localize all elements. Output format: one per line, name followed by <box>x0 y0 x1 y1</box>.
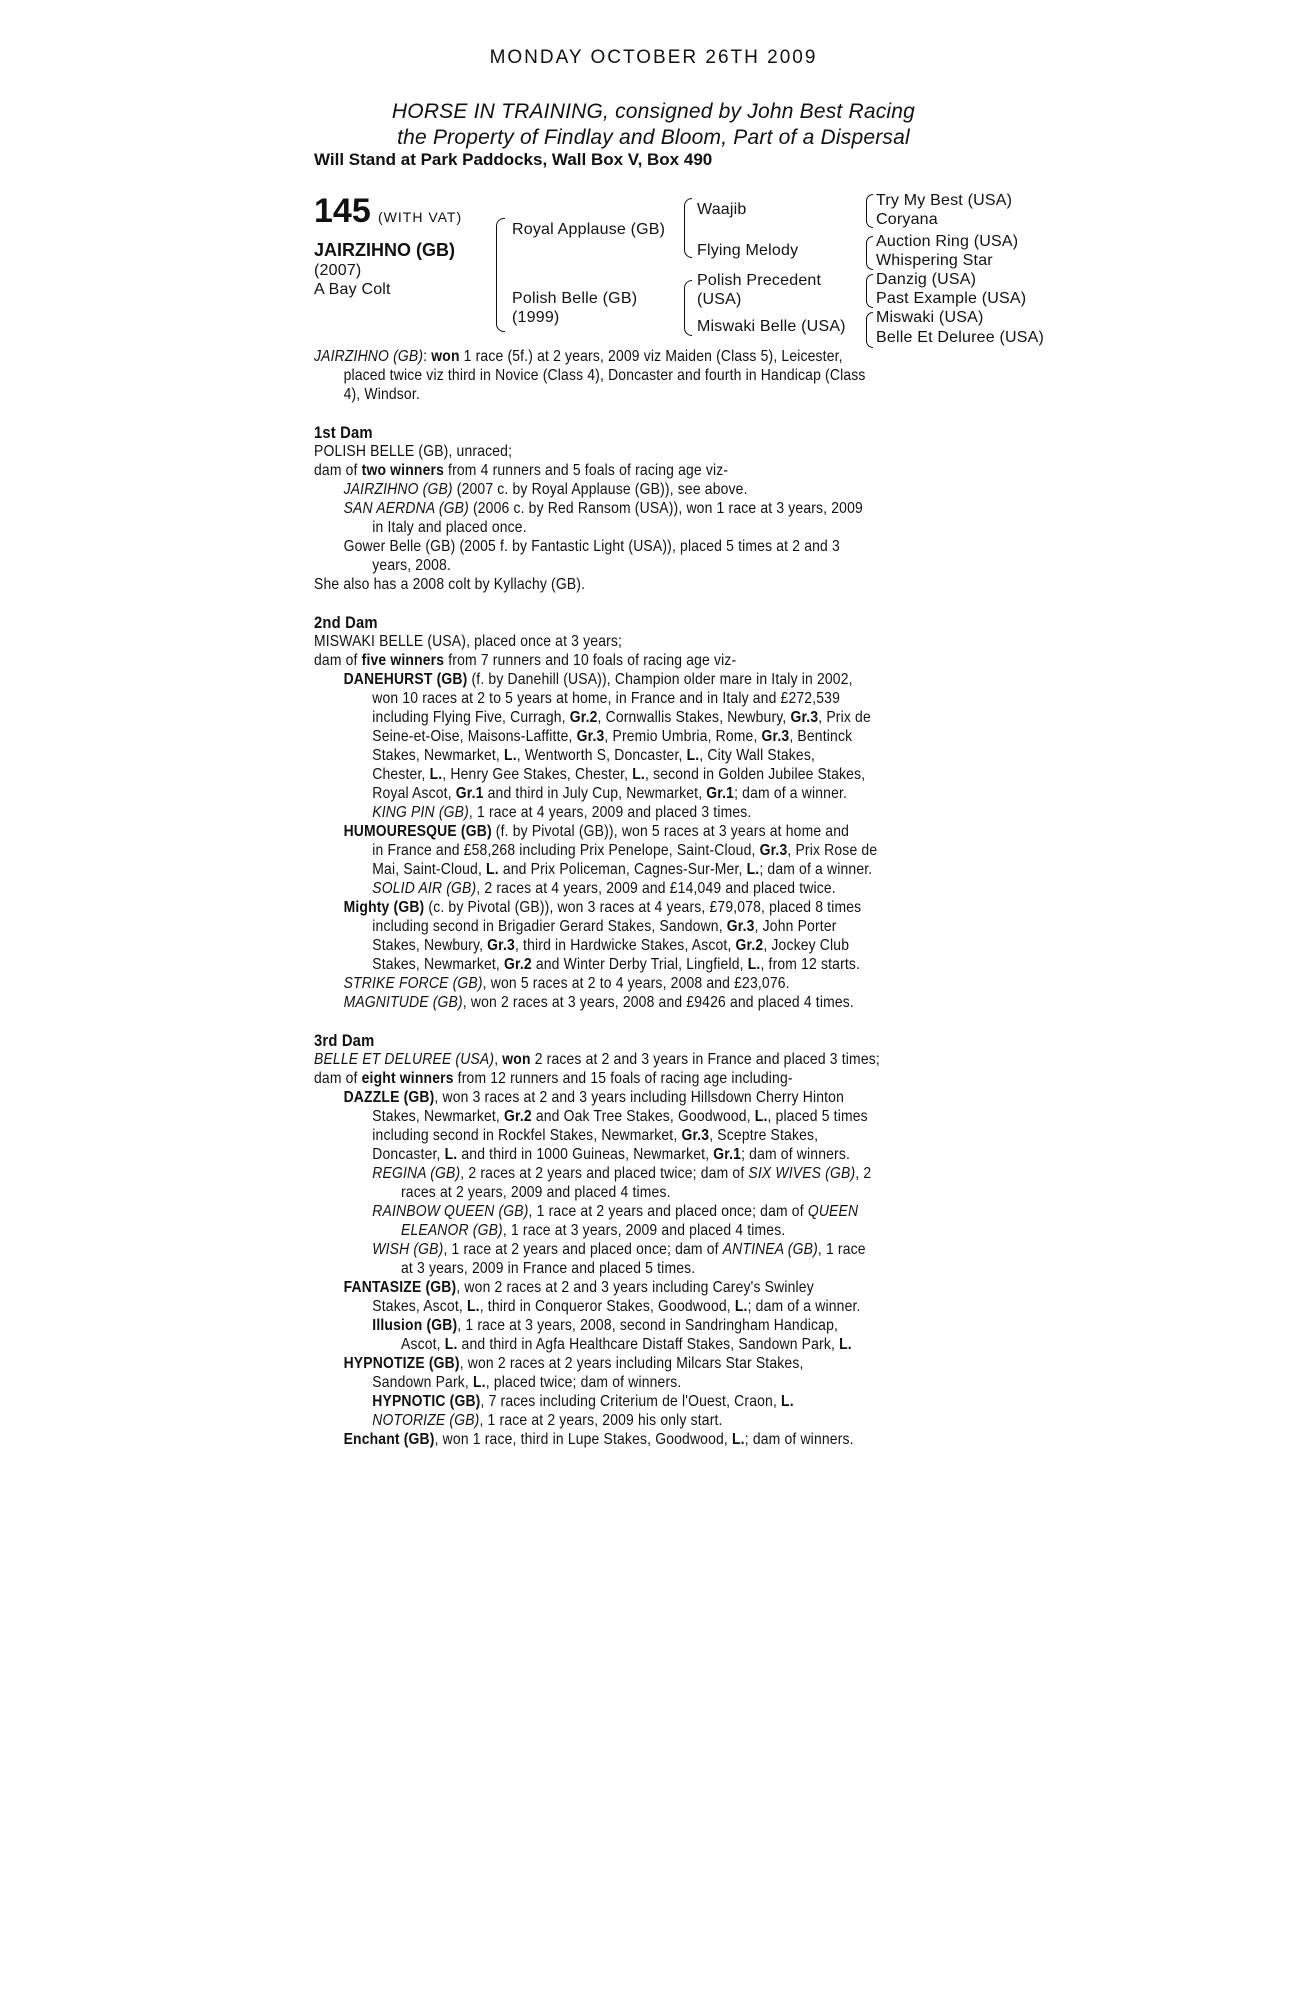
progeny-name: SIX WIVES (GB) <box>748 1165 856 1182</box>
text: dam of <box>314 652 362 669</box>
horse-year: (2007) <box>314 262 362 279</box>
text: Ascot, <box>401 1336 445 1353</box>
text: , won 2 races at 3 years, 2008 and £9426 and placed 4 times. <box>462 994 854 1011</box>
pedigree-sds: Auction Ring (USA) <box>876 233 1019 250</box>
sale-date: MONDAY OCTOBER 26TH 2009 <box>489 47 818 68</box>
winners-count: five winners <box>361 652 445 669</box>
first-dam-section <box>314 423 1004 594</box>
text: , 2 races at 4 years, 2009 and £14,049 and placed twice. <box>476 880 836 897</box>
won-label: won <box>502 1051 531 1068</box>
text: , 1 race at 3 years, 2009 and placed 4 times. <box>502 1222 786 1239</box>
lot-title-line-1: HORSE IN TRAINING, consigned by John Best Racing <box>391 100 916 123</box>
brace-dam-line <box>684 280 692 336</box>
text: , Wentworth S, Doncaster, <box>516 747 687 764</box>
text: and Oak Tree Stakes, Goodwood, <box>531 1108 755 1125</box>
dam-name: BELLE ET DELUREE (USA) <box>314 1051 495 1068</box>
first-dam-heading: 1st Dam <box>314 423 373 442</box>
winners-count: two winners <box>361 462 444 479</box>
progeny-name: Illusion (GB) <box>372 1317 458 1334</box>
third-dam-section <box>314 1031 1004 1449</box>
text: won 10 races at 2 to 5 years at home, in France and in Italy and £272,539 <box>372 690 840 707</box>
text: , third in Hardwicke Stakes, Ascot, <box>514 937 736 954</box>
summary-line-2: placed twice viz third in Novice (Class 4), Doncaster and fourth in Handicap (Class <box>343 367 866 384</box>
grade: L. <box>781 1393 794 1410</box>
brace-sd <box>866 236 873 270</box>
text: Royal Ascot, <box>372 785 456 802</box>
grade: Gr.2 <box>569 709 598 726</box>
grade: Gr.3 <box>759 842 788 859</box>
text: ; dam of a winner. <box>759 861 873 878</box>
grade: L. <box>429 766 443 783</box>
summary-horse: JAIRZIHNO (GB) <box>314 348 424 365</box>
text: races at 2 years, 2009 and placed 4 times. <box>401 1184 671 1201</box>
grade: L. <box>504 747 517 764</box>
text: ; dam of a winner. <box>734 785 848 802</box>
text: , Prix Rose de <box>787 842 878 859</box>
text: , won 5 races at 2 to 4 years, 2008 and £23,076. <box>482 975 790 992</box>
progeny-name: ELEANOR (GB) <box>401 1222 503 1239</box>
grade: Gr.3 <box>790 709 819 726</box>
pedigree-dam-dam: Miswaki Belle (USA) <box>697 318 846 335</box>
text: , from 12 starts. <box>760 956 861 973</box>
grade: Gr.3 <box>576 728 605 745</box>
grade: Gr.2 <box>504 1108 532 1125</box>
text: , won 2 races at 2 years including Milcars Star Stakes, <box>459 1355 804 1372</box>
pedigree-dam-year: (1999) <box>512 309 560 326</box>
progeny-name: DANEHURST (GB) <box>343 671 468 688</box>
summary-line-1: 1 race (5f.) at 2 years, 2009 viz Maiden (Class 5), Leicester, <box>463 348 843 365</box>
text: , 1 race at 2 years and placed once; dam of <box>528 1203 808 1220</box>
progeny-name: ANTINEA (GB) <box>722 1241 818 1258</box>
text: Stakes, Newmarket, <box>372 1108 505 1125</box>
lot-number: 145 <box>314 192 371 230</box>
grade: Gr.2 <box>735 937 764 954</box>
text: (f. by Pivotal (GB)), won 5 races at 3 years at home and <box>491 823 850 840</box>
text: , Premio Umbria, Rome, <box>604 728 762 745</box>
progeny-name: DAZZLE (GB) <box>343 1089 435 1106</box>
progeny-name: HYPNOTIZE (GB) <box>343 1355 460 1372</box>
grade: L. <box>473 1374 486 1391</box>
text: (c. by Pivotal (GB)), won 3 races at 4 years, £79,078, placed 8 times <box>424 899 862 916</box>
summary-colon: : <box>423 348 428 365</box>
text: , won 2 races at 2 and 3 years including Carey's Swinley <box>456 1279 814 1296</box>
text: , John Porter <box>754 918 837 935</box>
brace-sire-line <box>684 198 692 258</box>
pedigree-ddd: Belle Et Deluree (USA) <box>876 329 1045 346</box>
text: , City Wall Stakes, <box>699 747 816 764</box>
pedigree-dam-sire-country: (USA) <box>697 291 742 308</box>
text: Stakes, Newmarket, <box>372 956 505 973</box>
second-dam-heading: 2nd Dam <box>314 613 378 632</box>
stand-location: Will Stand at Park Paddocks, Wall Box V, Box 490 <box>314 150 713 169</box>
text: She also has a 2008 colt by Kyllachy (GB). <box>314 576 586 593</box>
third-dam-heading: 3rd Dam <box>314 1031 375 1050</box>
text: Chester, <box>372 766 430 783</box>
text: , Jockey Club <box>763 937 850 954</box>
summary-won: won <box>431 348 460 365</box>
pedigree-dsd: Past Example (USA) <box>876 290 1027 307</box>
text: and third in 1000 Guineas, Newmarket, <box>457 1146 714 1163</box>
grade: L. <box>686 747 700 764</box>
progeny-name: FANTASIZE (GB) <box>343 1279 457 1296</box>
pedigree-sdd: Whispering Star <box>876 252 993 269</box>
text: , Prix de <box>818 709 871 726</box>
race-summary <box>314 347 1004 404</box>
text: , won 1 race, third in Lupe Stakes, Goodwood, <box>434 1431 733 1448</box>
grade: L. <box>732 1431 745 1448</box>
brace-ds <box>866 274 873 308</box>
text: and Prix Policeman, Cagnes-Sur-Mer, <box>498 861 747 878</box>
text: from 4 runners and 5 foals of racing age viz- <box>443 462 729 479</box>
text: , <box>494 1051 503 1068</box>
second-dam-section <box>314 613 1004 1012</box>
text: , Bentinck <box>789 728 853 745</box>
text: Stakes, Newbury, <box>372 937 488 954</box>
grade: L. <box>839 1336 852 1353</box>
brace-gen1 <box>496 218 505 332</box>
progeny-name: Enchant (GB) <box>343 1431 435 1448</box>
pedigree-sire-dam: Flying Melody <box>697 242 799 259</box>
text: including second in Brigadier Gerard Stakes, Sandown, <box>372 918 727 935</box>
pedigree-ssd: Coryana <box>876 211 938 228</box>
text: in France and £58,268 including Prix Penelope, Saint-Cloud, <box>372 842 760 859</box>
text: , second in Golden Jubilee Stakes, <box>644 766 866 783</box>
grade: L. <box>466 1298 480 1315</box>
brace-ss <box>866 194 873 228</box>
text: , 1 race <box>817 1241 866 1258</box>
brace-dd <box>866 312 873 348</box>
progeny-name: STRIKE FORCE (GB) <box>343 975 483 992</box>
text: , placed twice; dam of winners. <box>485 1374 682 1391</box>
progeny-name: NOTORIZE (GB) <box>372 1412 480 1429</box>
horse-description: A Bay Colt <box>314 281 391 298</box>
grade: Gr.3 <box>726 918 755 935</box>
progeny-name: HUMOURESQUE (GB) <box>343 823 492 840</box>
text: , won 3 races at 2 and 3 years including Hillsdown Cherry Hinton <box>434 1089 845 1106</box>
pedigree-dss: Danzig (USA) <box>876 271 977 288</box>
vat-note: (WITH VAT) <box>378 209 463 225</box>
grade: L. <box>754 1108 768 1125</box>
text: ; dam of winners. <box>744 1431 854 1448</box>
first-dam-line: POLISH BELLE (GB), unraced; <box>314 443 513 460</box>
grade: Gr.2 <box>504 956 532 973</box>
text: Seine-et-Oise, Maisons-Laffitte, <box>372 728 577 745</box>
grade: L. <box>746 861 760 878</box>
text: Stakes, Newmarket, <box>372 747 505 764</box>
text: at 3 years, 2009 in France and placed 5 times. <box>401 1260 696 1277</box>
text: (f. by Danehill (USA)), Champion older mare in Italy in 2002, <box>467 671 853 688</box>
text: , 1 race at 2 years, 2009 his only start. <box>479 1412 723 1429</box>
grade: Gr.3 <box>681 1127 710 1144</box>
progeny-name: KING PIN (GB) <box>372 804 469 821</box>
text: and third in Agfa Healthcare Distaff Stakes, Sandown Park, <box>457 1336 840 1353</box>
progeny-name: RAINBOW QUEEN (GB) <box>372 1203 529 1220</box>
progeny-name: JAIRZIHNO (GB) <box>343 481 453 498</box>
text: , Cornwallis Stakes, Newbury, <box>597 709 791 726</box>
progeny-name: REGINA (GB) <box>372 1165 461 1182</box>
text: , 2 races at 2 years and placed twice; dam of <box>460 1165 749 1182</box>
text: from 7 runners and 10 foals of racing age viz- <box>444 652 737 669</box>
progeny-name: HYPNOTIC (GB) <box>372 1393 481 1410</box>
text: years, 2008. <box>372 557 451 574</box>
text: , 2 <box>855 1165 872 1182</box>
pedigree-dam-sire: Polish Precedent <box>697 272 822 289</box>
text: Sandown Park, <box>372 1374 474 1391</box>
text: (2006 c. by Red Ransom (USA)), won 1 race at 3 years, 2009 <box>468 500 863 517</box>
text: , Sceptre Stakes, <box>709 1127 819 1144</box>
text: and Winter Derby Trial, Lingfield, <box>531 956 748 973</box>
text: ; dam of winners. <box>741 1146 851 1163</box>
text: , third in Conqueror Stakes, Goodwood, <box>479 1298 735 1315</box>
grade: Gr.3 <box>761 728 790 745</box>
grade: Gr.1 <box>713 1146 742 1163</box>
text: , Henry Gee Stakes, Chester, <box>442 766 633 783</box>
grade: L. <box>444 1336 458 1353</box>
progeny-name: Mighty (GB) <box>343 899 425 916</box>
grade: Gr.1 <box>706 785 735 802</box>
text: from 12 runners and 15 foals of racing age including- <box>453 1070 793 1087</box>
text: Gower Belle (GB) (2005 f. by Fantastic Light (USA)), placed 5 times at 2 and 3 <box>343 538 840 555</box>
second-dam-line: MISWAKI BELLE (USA), placed once at 3 years; <box>314 633 623 650</box>
lot-title-line-2: the Property of Findlay and Bloom, Part of a Dispersal <box>397 126 910 149</box>
grade: L. <box>486 861 499 878</box>
pedigree-sss: Try My Best (USA) <box>876 192 1013 209</box>
text: Mai, Saint-Cloud, <box>372 861 487 878</box>
grade: Gr.1 <box>455 785 484 802</box>
horse-name: JAIRZIHNO (GB) <box>314 240 455 260</box>
text: ; dam of a winner. <box>747 1298 861 1315</box>
text: Doncaster, <box>372 1146 445 1163</box>
text: dam of <box>314 1070 362 1087</box>
text: , 7 races including Criterium de l'Ouest, Craon, <box>480 1393 782 1410</box>
text: , placed 5 times <box>767 1108 868 1125</box>
progeny-name: QUEEN <box>807 1203 859 1220</box>
text: , 1 race at 2 years and placed once; dam of <box>443 1241 723 1258</box>
grade: Gr.3 <box>487 937 515 954</box>
winners-count: eight winners <box>361 1070 454 1087</box>
progeny-name: MAGNITUDE (GB) <box>343 994 463 1011</box>
text: including second in Rockfel Stakes, Newmarket, <box>372 1127 682 1144</box>
text: in Italy and placed once. <box>372 519 527 536</box>
progeny-name: SOLID AIR (GB) <box>372 880 477 897</box>
grade: L. <box>632 766 645 783</box>
text: and third in July Cup, Newmarket, <box>483 785 707 802</box>
pedigree-dds: Miswaki (USA) <box>876 309 984 326</box>
text: dam of <box>314 462 362 479</box>
grade: L. <box>444 1146 458 1163</box>
text: , 1 race at 3 years, 2008, second in Sandringham Handicap, <box>457 1317 839 1334</box>
pedigree-sire-sire: Waajib <box>697 201 747 218</box>
text: including Flying Five, Curragh, <box>372 709 570 726</box>
grade: L. <box>747 956 761 973</box>
pedigree-dam: Polish Belle (GB) <box>512 290 638 307</box>
grade: L. <box>734 1298 748 1315</box>
text: , 1 race at 4 years, 2009 and placed 3 times. <box>468 804 752 821</box>
progeny-name: WISH (GB) <box>372 1241 444 1258</box>
text: Stakes, Ascot, <box>372 1298 467 1315</box>
summary-line-3: 4), Windsor. <box>343 386 420 403</box>
text: (2007 c. by Royal Applause (GB)), see above. <box>452 481 748 498</box>
pedigree-sire: Royal Applause (GB) <box>512 221 666 238</box>
progeny-name: SAN AERDNA (GB) <box>343 500 469 517</box>
text: 2 races at 2 and 3 years in France and placed 3 times; <box>530 1051 880 1068</box>
